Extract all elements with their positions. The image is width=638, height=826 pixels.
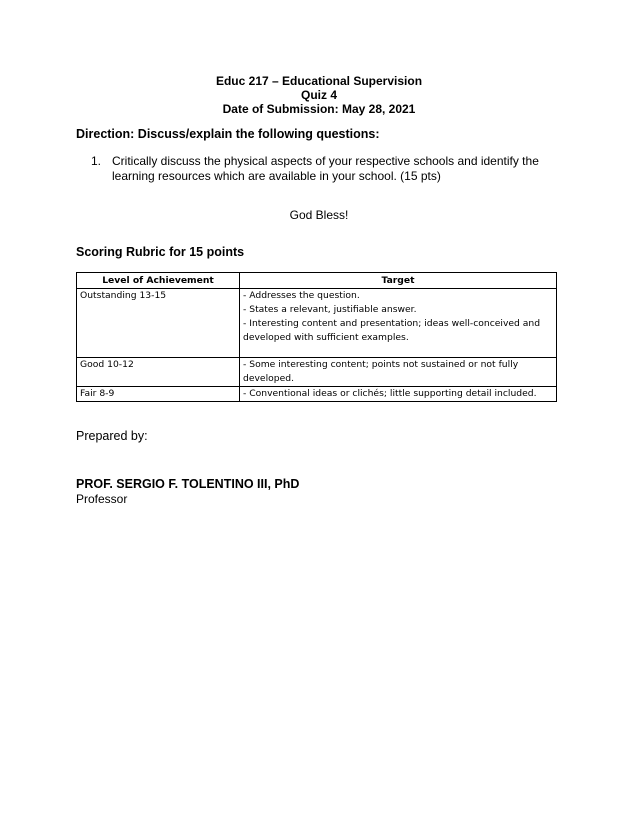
rubric-target-cell xyxy=(240,358,557,387)
question-text: Critically discuss the physical aspects of your respective schools and identify the learning resources which are available in your school. (15 pts) xyxy=(112,154,539,183)
submission-date: Date of Submission: May 28, 2021 xyxy=(222,102,416,116)
rubric-title: Scoring Rubric for 15 points xyxy=(76,245,245,259)
rubric-target-line: - Conventional ideas or clichés; little supporting detail included. xyxy=(243,388,537,399)
question-number: 1. xyxy=(91,154,102,168)
direction-heading: Direction: Discuss/explain the following questions: xyxy=(76,127,380,141)
rubric-level-cell: Good 10-12 xyxy=(77,358,240,387)
rubric-target-line: - Interesting content and presentation; ideas well-conceived and developed with sufficient examples. xyxy=(243,318,541,343)
rubric-level-cell: Outstanding 13-15 xyxy=(77,289,240,358)
rubric-target-line: - Addresses the question. xyxy=(243,290,360,301)
rubric-header-row xyxy=(77,273,557,289)
rubric-target-line: - Some interesting content; points not sustained or not fully developed. xyxy=(243,359,519,384)
quiz-title: Quiz 4 xyxy=(300,88,337,102)
rubric-table xyxy=(76,272,557,402)
rubric-target-cell xyxy=(240,387,557,402)
course-title: Educ 217 – Educational Supervision xyxy=(215,74,423,88)
document-header xyxy=(0,74,638,116)
rubric-row-outstanding xyxy=(77,289,557,358)
rubric-header-level: Level of Achievement xyxy=(77,273,240,289)
rubric-level-cell: Fair 8-9 xyxy=(77,387,240,402)
rubric-target-cell xyxy=(240,289,557,358)
rubric-header-target: Target xyxy=(240,273,557,289)
rubric-target-line: - States a relevant, justifiable answer. xyxy=(243,304,417,315)
prepared-by-label: Prepared by: xyxy=(76,429,148,443)
rubric-row-fair xyxy=(77,387,557,402)
rubric-row-good xyxy=(77,358,557,387)
question-item xyxy=(91,154,561,183)
signer-title: Professor xyxy=(76,492,128,506)
blessing-text: God Bless! xyxy=(289,208,349,222)
signer-name: PROF. SERGIO F. TOLENTINO III, PhD xyxy=(76,477,300,491)
